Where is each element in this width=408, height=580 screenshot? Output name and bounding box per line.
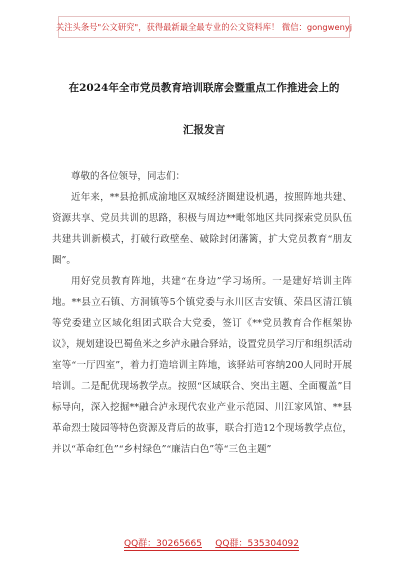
salutation: 尊敬的各位领导，同志们： <box>71 171 186 182</box>
header-banner: 关注头条号"公文研究"，获得最新最全最专业的公文资料库！ 微信：gongwenyj <box>58 16 350 38</box>
document-subtitle: 汇报发言 <box>183 124 225 136</box>
footer-qq-group-1[interactable]: QQ群：30265665 <box>124 539 202 549</box>
document-body <box>52 166 352 460</box>
document-title: 在2024年全市党员教育培训联席会暨重点工作推进会上的 <box>68 82 340 94</box>
footer-qq-group-2[interactable]: QQ群：535304092 <box>215 539 299 549</box>
paragraph: 近年来，**县抢抓成渝地区双城经济圈建设机遇，按照阵地共建、资源共享、党员共训的思路，积极与周边**毗邻地区共同探索党员队伍共建共训新模式，打破行政壁垒、破除封闭藩篱，扩大党员教育“朋友圈”。 <box>52 192 352 266</box>
footer-qq-groups <box>124 536 299 551</box>
paragraph: 用好党员教育阵地，共建“在身边”学习场所。一是建好培训主阵地。**县立石镇、方洞镇等5个镇党委与永川区吉安镇、荣昌区清江镇等党委建立区域化组团式联合大党委，签订《**党员教育合作框架协议》，规划建设巴蜀鱼米之乡泸永融合驿站，设置党员学习厅和组织活动室等“一厅四室”，着力打造培训主阵地，该驿站可容纳200人同时开展培训。二是配优现场教学点。按照“区域联合、突出主题、全面覆盖”目标导向，深入挖掘**融合泸永现代农业产业示范园、川江家风馆、**县革命烈士陵园等特色资源及背后的故事，联合打造12个现场教学点位，并以“革命红色”“乡村绿色”“廉洁白色”等“三色主题” <box>52 276 352 455</box>
